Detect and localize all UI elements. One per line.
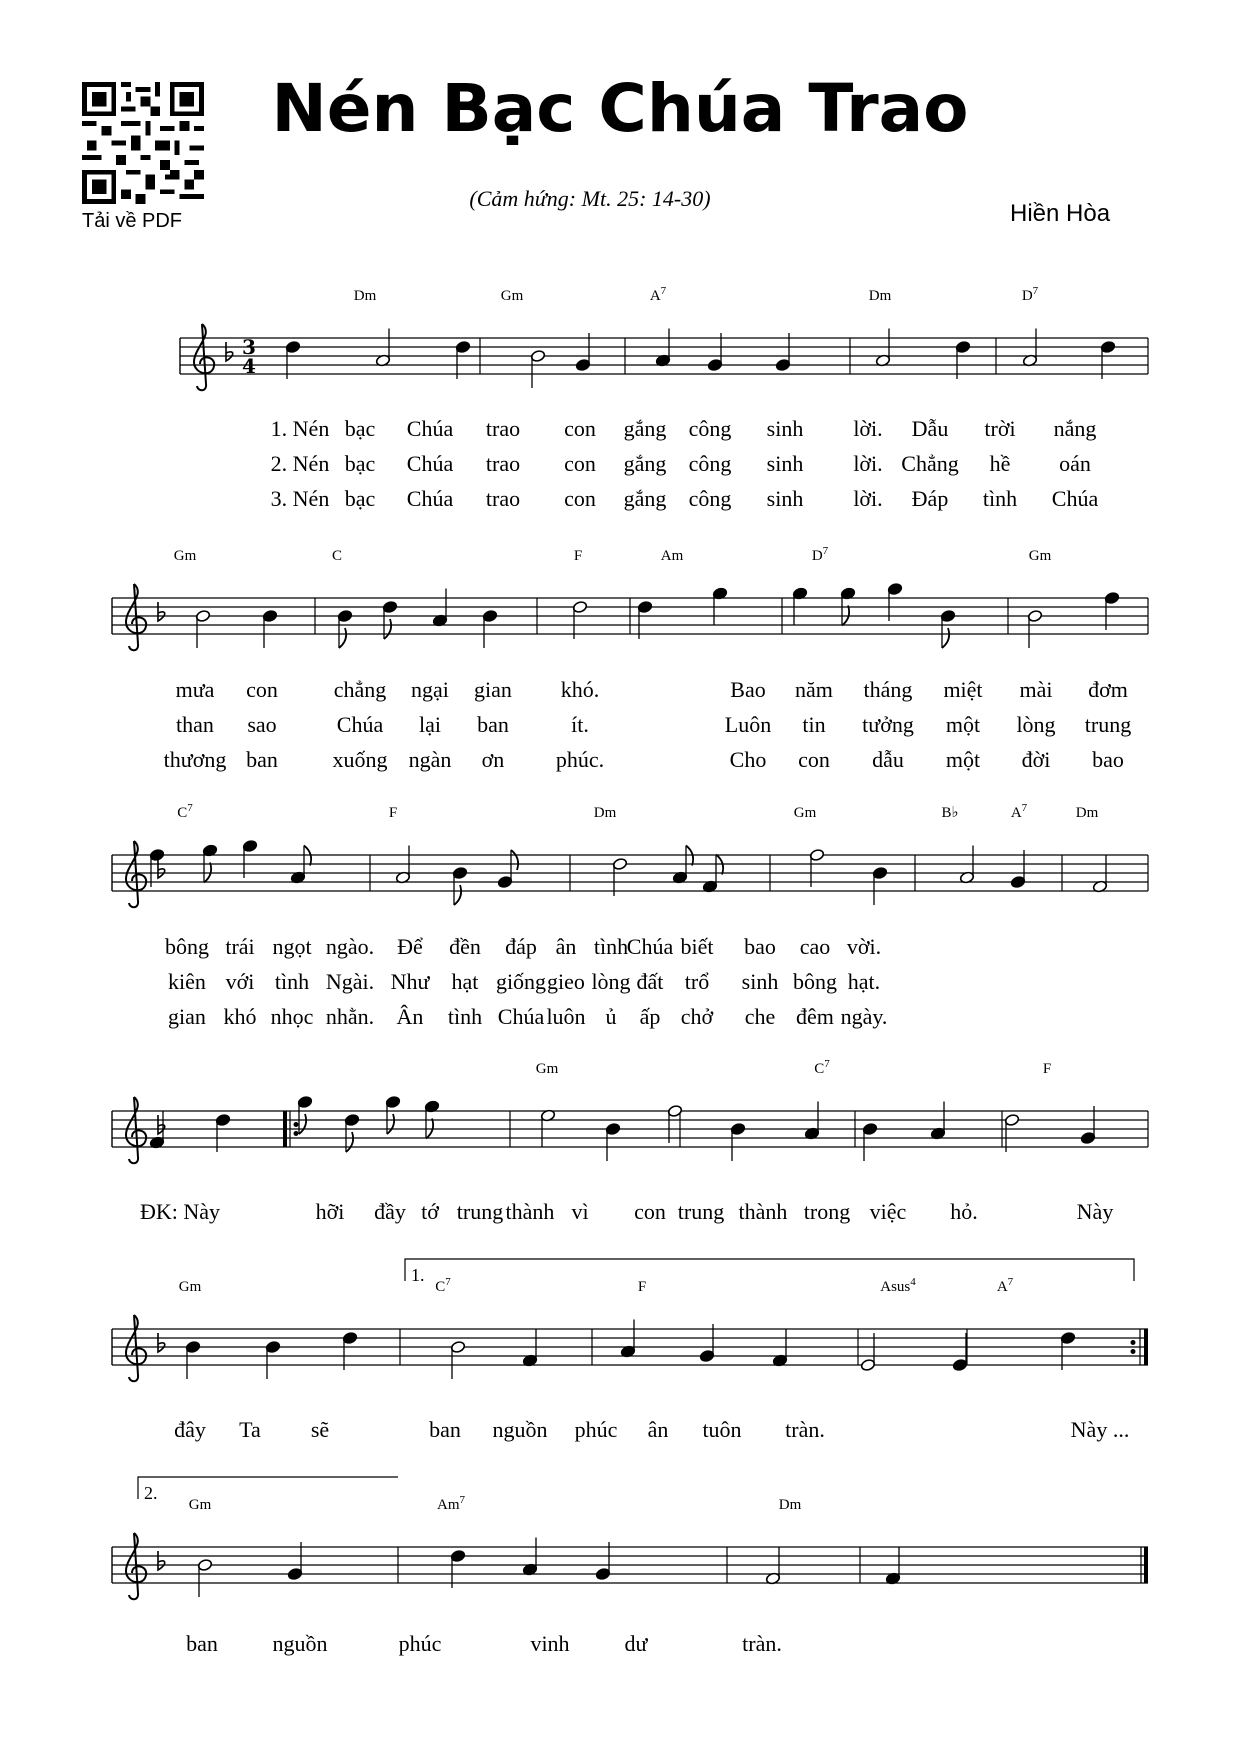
lyric-syllable: lòng	[591, 969, 631, 994]
lyric-syllable: thành	[505, 1199, 555, 1224]
treble-clef-icon	[126, 1315, 146, 1381]
lyric-syllable: con	[564, 416, 596, 441]
lyric-syllable: nhọc	[270, 1004, 314, 1029]
lyric-syllable: bao	[1092, 747, 1124, 772]
note-flag	[299, 1114, 306, 1134]
volta-number: 1.	[411, 1265, 425, 1285]
lyric-syllable: đêm	[796, 1004, 834, 1029]
chord-symbol: Am$^7$	[437, 1494, 465, 1513]
lyric-syllable: sinh	[766, 416, 804, 441]
lyric-syllable: tình	[274, 969, 310, 994]
lyric-syllable: lời.	[853, 486, 883, 511]
time-signature-bottom: 4	[242, 354, 256, 378]
lyric-syllable: hỏ.	[950, 1199, 978, 1224]
chord-symbol: Gm	[500, 288, 524, 304]
lyric-syllable: Chúa	[497, 1004, 545, 1029]
lyric-syllable: bông	[165, 934, 209, 959]
lyric-syllable: Như	[390, 969, 430, 994]
lyric-syllable: nắng	[1053, 416, 1097, 441]
lyric-syllable: tin	[802, 712, 826, 737]
system-5	[112, 1259, 1148, 1442]
lyric-syllable: nhằn.	[325, 1004, 375, 1029]
lyric-syllable: tháng	[863, 677, 913, 702]
chord-symbol: Gm	[188, 1497, 212, 1513]
lyric-syllable: trái	[225, 934, 255, 959]
chord-symbol: Am	[660, 548, 684, 564]
lyric-syllable: tình	[593, 934, 629, 959]
lyric-syllable: che	[744, 1004, 776, 1029]
lyric-syllable: Chúa	[406, 416, 454, 441]
lyric-syllable: với	[225, 969, 255, 994]
system-6	[112, 1477, 1148, 1656]
lyric-syllable: phúc.	[555, 747, 605, 772]
note-flag	[387, 1114, 394, 1134]
lyric-syllable: vinh	[530, 1631, 570, 1656]
chord-symbol: Dm	[868, 288, 892, 304]
lyric-syllable: trao	[485, 451, 521, 476]
chord-symbol: Asus$^4$	[880, 1276, 916, 1295]
repeat-dot	[1131, 1340, 1136, 1345]
lyric-syllable: lại	[419, 712, 441, 737]
qr-label[interactable]: Tải về PDF	[82, 210, 183, 232]
note-flag	[346, 1132, 353, 1152]
flat-icon	[158, 1115, 165, 1134]
lyric-syllable: Chúa	[406, 486, 454, 511]
lyric-syllable: Ngài.	[325, 969, 375, 994]
lyric-syllable: ơn	[481, 747, 505, 772]
lyric-syllable: gian	[168, 1004, 206, 1029]
lyric-syllable: Chúa	[336, 712, 384, 737]
chord-symbol: Gm	[793, 805, 817, 821]
lyric-syllable: ân	[555, 934, 577, 959]
lyric-syllable: nguồn	[492, 1417, 548, 1442]
note-flag	[339, 628, 346, 648]
lyric-syllable: 1. Nén	[270, 416, 330, 441]
lyric-syllable: gieo	[547, 969, 585, 994]
volta-bracket	[405, 1259, 1134, 1281]
lyric-syllable: ấp	[639, 1004, 661, 1029]
lyric-syllable: bạc	[344, 416, 376, 441]
volta-bracket	[138, 1477, 398, 1499]
lyric-syllable: Chúa	[406, 451, 454, 476]
lyric-syllable: trao	[485, 416, 521, 441]
flat-icon	[226, 342, 233, 361]
lyric-syllable: trung	[1084, 712, 1132, 737]
lyric-syllable: Ân	[396, 1004, 424, 1029]
lyric-syllable: công	[688, 451, 732, 476]
lyric-syllable: Ta	[239, 1417, 261, 1442]
chord-symbol: Dm	[778, 1497, 802, 1513]
lyric-syllable: vời.	[846, 934, 882, 959]
chord-symbol: $A^7$	[649, 285, 667, 304]
final-barline-thick	[1144, 1547, 1148, 1583]
lyric-syllable: giống	[495, 969, 547, 994]
lyric-syllable: ban	[186, 1631, 218, 1656]
lyric-syllable: lời.	[853, 451, 883, 476]
system-2	[112, 545, 1148, 772]
chord-symbol: $C^7$	[814, 1058, 830, 1077]
chord-symbol: $C^7$	[435, 1276, 451, 1295]
lyric-syllable: con	[246, 677, 278, 702]
note-flag	[454, 885, 461, 905]
note-flag	[942, 628, 949, 648]
lyric-syllable: con	[798, 747, 830, 772]
lyric-syllable: ít.	[571, 712, 589, 737]
lyric-syllable: phúc	[398, 1631, 442, 1656]
lyric-syllable: khó	[223, 1004, 257, 1029]
lyric-syllable: trong	[803, 1199, 851, 1224]
lyric-syllable: hạt.	[847, 969, 881, 994]
lyric-syllable: gắng	[623, 486, 667, 511]
lyric-syllable: cao	[799, 934, 831, 959]
lyric-syllable: đơm	[1088, 677, 1128, 702]
chord-symbol: C	[331, 548, 343, 564]
chord-symbol: Dm	[1075, 805, 1099, 821]
lyric-syllable: vì	[571, 1199, 589, 1224]
chord-symbol: F	[573, 548, 583, 564]
lyric-syllable: dẫu	[872, 747, 904, 772]
lyric-syllable: tình	[447, 1004, 483, 1029]
flat-icon	[158, 859, 165, 878]
lyric-syllable: thành	[738, 1199, 788, 1224]
lyric-syllable: ủ	[605, 1004, 617, 1029]
lyric-syllable: một	[945, 747, 981, 772]
note-flag	[511, 850, 518, 870]
lyric-syllable: ngào.	[325, 934, 375, 959]
lyric-syllable: trời	[984, 416, 1016, 441]
chord-symbol: $A^7$	[996, 1276, 1014, 1295]
lyric-syllable: đây	[174, 1417, 206, 1442]
repeat-dot	[294, 1131, 299, 1136]
lyric-syllable: mài	[1019, 677, 1053, 702]
lyric-syllable: ngày.	[840, 1004, 888, 1029]
repeat-dot	[1131, 1349, 1136, 1354]
flat-icon	[158, 1551, 165, 1570]
page-title: Nén Bạc Chúa Trao	[271, 70, 969, 147]
lyric-syllable: bạc	[344, 486, 376, 511]
lyric-syllable: ngàn	[408, 747, 452, 772]
chord-symbol: Gm	[1028, 548, 1052, 564]
lyric-syllable: miệt	[943, 677, 983, 702]
chord-symbol: Gm	[178, 1279, 202, 1295]
chord-symbol: Dm	[353, 288, 377, 304]
lyric-syllable: Đáp	[911, 486, 949, 511]
chord-symbol: $A^7$	[1010, 802, 1028, 821]
lyric-syllable: nguồn	[272, 1631, 328, 1656]
chord-symbol: $D^7$	[1021, 285, 1039, 304]
system-1	[180, 285, 1148, 511]
lyric-syllable: tớ	[421, 1199, 439, 1224]
lyric-syllable: phúc	[574, 1417, 618, 1442]
lyric-syllable: sẽ	[310, 1417, 330, 1442]
lyric-syllable: đền	[449, 934, 481, 959]
lyric-syllable: công	[688, 416, 732, 441]
lyric-syllable: đáp	[505, 934, 537, 959]
lyric-syllable: dư	[624, 1631, 648, 1656]
chord-symbol: Gm	[173, 548, 197, 564]
lyric-syllable: ban	[246, 747, 278, 772]
chord-symbol: F	[637, 1279, 647, 1295]
lyric-syllable: Để	[397, 934, 423, 959]
repeat-start-thick	[283, 1111, 287, 1147]
lyric-syllable: hạt	[451, 969, 479, 994]
lyric-syllable: con	[634, 1199, 666, 1224]
lyric-syllable: Chúa	[626, 934, 674, 959]
lyric-syllable: tưởng	[862, 712, 914, 737]
system-3	[112, 802, 1148, 1029]
lyric-syllable: biết	[680, 934, 714, 959]
chord-symbol: Dm	[593, 805, 617, 821]
treble-clef-icon	[126, 1097, 146, 1163]
lyric-syllable: bạc	[344, 451, 376, 476]
lyric-syllable: xuống	[332, 747, 388, 772]
chord-symbol: F	[388, 805, 398, 821]
system-4	[112, 1058, 1148, 1224]
subtitle: (Cảm hứng: Mt. 25: 14-30)	[469, 186, 711, 211]
lyric-syllable: gắng	[623, 416, 667, 441]
lyric-syllable: Dẫu	[911, 416, 949, 441]
time-signature-top: 3	[242, 335, 256, 359]
lyric-syllable: năm	[795, 677, 833, 702]
treble-clef-icon	[194, 324, 214, 390]
chord-symbol: Gm	[535, 1061, 559, 1077]
lyric-syllable: tràn.	[742, 1631, 782, 1656]
repeat-end-thick	[1144, 1329, 1148, 1365]
lyric-syllable: than	[176, 712, 214, 737]
lyric-syllable: sinh	[766, 451, 804, 476]
chord-symbol: B♭	[941, 805, 959, 821]
lyric-syllable: trung	[677, 1199, 725, 1224]
lyric-syllable: con	[564, 451, 596, 476]
lyric-syllable: ngọt	[272, 934, 312, 959]
lyric-syllable: con	[564, 486, 596, 511]
lyric-syllable: sinh	[741, 969, 779, 994]
flat-icon	[158, 1333, 165, 1352]
lyric-syllable: Này ...	[1070, 1417, 1130, 1442]
lyric-syllable: Luôn	[724, 712, 772, 737]
lyric-syllable: Chúa	[1051, 486, 1099, 511]
lyric-syllable: đầy	[374, 1199, 406, 1224]
lyric-syllable: ngại	[411, 677, 449, 702]
lyric-syllable: ân	[647, 1417, 669, 1442]
volta-number: 2.	[144, 1483, 158, 1503]
lyric-syllable: chẳng	[333, 677, 387, 702]
lyric-syllable: trổ	[684, 969, 710, 994]
lyric-syllable: kiên	[168, 969, 206, 994]
lyric-syllable: lời.	[853, 416, 883, 441]
chord-symbol: $C^7$	[177, 802, 193, 821]
lyric-syllable: việc	[869, 1199, 907, 1224]
lyric-syllable: oán	[1059, 451, 1091, 476]
lyric-syllable: tình	[982, 486, 1018, 511]
lyric-syllable: bông	[793, 969, 837, 994]
lyric-syllable: công	[688, 486, 732, 511]
note-flag	[384, 619, 391, 639]
lyric-syllable: hề	[989, 451, 1011, 476]
flat-icon	[158, 602, 165, 621]
lyric-syllable: tràn.	[785, 1417, 825, 1442]
lyric-syllable: đất	[636, 969, 664, 994]
lyric-syllable: 2. Nén	[270, 451, 330, 476]
lyric-syllable: trung	[456, 1199, 504, 1224]
treble-clef-icon	[126, 1533, 146, 1599]
lyric-syllable: khó.	[560, 677, 600, 702]
lyric-syllable: sao	[247, 712, 277, 737]
lyric-syllable: sinh	[766, 486, 804, 511]
lyric-syllable: bao	[744, 934, 776, 959]
lyric-syllable: 3. Nén	[270, 486, 330, 511]
lyric-syllable: lòng	[1016, 712, 1056, 737]
lyric-syllable: thương	[163, 747, 227, 772]
composer: Hiền Hòa	[1010, 200, 1111, 227]
treble-clef-icon	[126, 841, 146, 907]
lyric-syllable: gian	[474, 677, 512, 702]
lyric-syllable: ban	[429, 1417, 461, 1442]
lyric-syllable: Chẳng	[901, 451, 959, 476]
lyric-syllable: ĐK: Này	[139, 1199, 221, 1224]
lyric-syllable: Bao	[730, 677, 766, 702]
lyric-syllable: mưa	[175, 677, 215, 702]
lyric-syllable: tuôn	[702, 1417, 742, 1442]
lyric-syllable: chở	[680, 1004, 714, 1029]
lyric-syllable: ban	[477, 712, 509, 737]
lyric-syllable: đời	[1021, 747, 1051, 772]
lyric-syllable: một	[945, 712, 981, 737]
lyric-syllable: luôn	[546, 1004, 586, 1029]
lyric-syllable: gắng	[623, 451, 667, 476]
lyric-syllable: trao	[485, 486, 521, 511]
lyric-syllable: Này	[1076, 1199, 1114, 1224]
repeat-dot	[294, 1122, 299, 1127]
lyric-syllable: Cho	[729, 747, 767, 772]
treble-clef-icon	[126, 584, 146, 650]
lyric-syllable: hỡi	[315, 1199, 345, 1224]
chord-symbol: F	[1042, 1061, 1052, 1077]
chord-symbol: $D^7$	[811, 545, 829, 564]
